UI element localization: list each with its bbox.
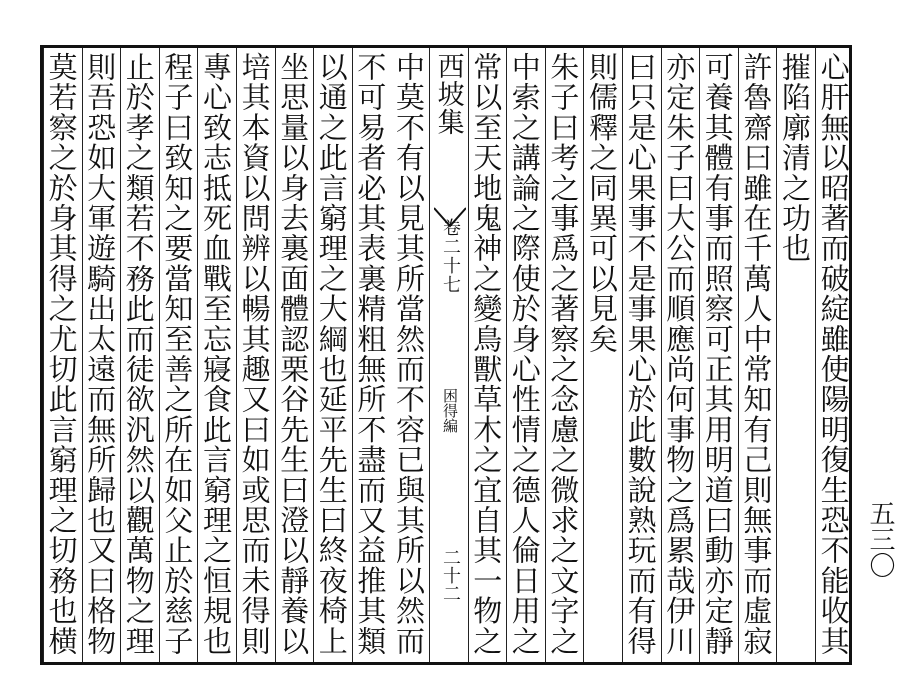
- volume-label: 卷二十七: [440, 218, 461, 294]
- text-column-left-2: [352, 48, 391, 662]
- text-column-left-6-text: 專心致志抵死血戰至忘寢食此言窮理之恒規也: [198, 52, 233, 656]
- text-column-right-2: [776, 48, 815, 662]
- text-column-right-3-text: 許魯齋曰雖在千萬人中常知有己則無事而虛寂: [739, 52, 774, 656]
- text-column-right-8: [545, 48, 584, 662]
- text-column-right-1: [815, 48, 854, 662]
- text-column-right-8-text: 朱子曰考之事爲之著察之念慮之微求之文字之: [546, 52, 581, 656]
- text-column-left-8: [120, 48, 159, 662]
- text-column-left-1-text: 中莫不有以見其所當然而不容已與其所以然而: [391, 52, 426, 656]
- text-column-right-10-text: 常以至天地鬼神之變鳥獸草木之宜自其一物之: [469, 52, 504, 656]
- section-label: 困得編: [441, 388, 459, 433]
- text-column-left-3: [313, 48, 352, 662]
- text-column-right-2-text: 摧陷廓清之功也: [777, 52, 812, 264]
- page-frame: [40, 45, 852, 665]
- text-column-right-6: [622, 48, 661, 662]
- text-column-right-7: [583, 48, 622, 662]
- text-column-right-9: [506, 48, 545, 662]
- text-column-right-7-text: 則儒釋之同異可以見矣: [584, 52, 619, 354]
- text-column-left-10-text: 莫若察之於身其得之尤切此言窮理之切務也横: [44, 52, 79, 656]
- text-column-right-4-text: 可養其體有事而照察可正其用明道曰動亦定靜: [700, 52, 735, 656]
- text-column-right-4: [699, 48, 738, 662]
- center-column: [429, 48, 468, 662]
- text-column-right-3: [738, 48, 777, 662]
- text-column-left-4: [275, 48, 314, 662]
- text-column-right-5-text: 亦定朱子曰大公而順應尚何事物之爲累哉伊川: [662, 52, 697, 656]
- text-column-left-5-text: 培其本資以問辨以暢其趣又曰如或思而未得則: [237, 52, 272, 656]
- text-column-left-7: [159, 48, 198, 662]
- text-column-left-2-text: 不可易者必其表裏精粗無所不盡而又益推其類: [353, 52, 388, 656]
- text-column-left-9-text: 則吾恐如大軍遊騎出太遠而無所歸也又曰格物: [83, 52, 118, 656]
- text-column-left-4-text: 坐思量以身去裏面體認栗谷先生曰澄以靜養以: [276, 52, 311, 656]
- book-title: 西坡集: [432, 52, 464, 137]
- folio-number: 二十二: [440, 548, 461, 602]
- page-number: 五三〇: [865, 500, 895, 578]
- text-column-right-9-text: 中索之講論之際使於身心性情之德人倫日用之: [507, 52, 542, 656]
- text-column-right-1-text: 心肝無以昭著而破綻雖使陽明復生恐不能收其: [816, 52, 851, 656]
- text-column-left-1: [390, 48, 429, 662]
- text-column-left-7-text: 程子曰致知之要當知至善之所在如父止於慈子: [160, 52, 195, 656]
- text-column-left-5: [236, 48, 275, 662]
- text-column-right-5: [661, 48, 700, 662]
- text-column-left-9: [82, 48, 121, 662]
- text-column-right-10: [468, 48, 507, 662]
- text-column-left-8-text: 止於孝之類若不務此而徒欲汎然以觀萬物之理: [121, 52, 156, 656]
- text-column-left-10: [43, 48, 82, 662]
- text-column-left-6: [197, 48, 236, 662]
- text-column-right-6-text: 曰只是心果事不是事果心於此數說熟玩而有得: [623, 52, 658, 656]
- text-column-left-3-text: 以通之此言窮理之大綱也延平先生曰終夜椅上: [314, 52, 349, 656]
